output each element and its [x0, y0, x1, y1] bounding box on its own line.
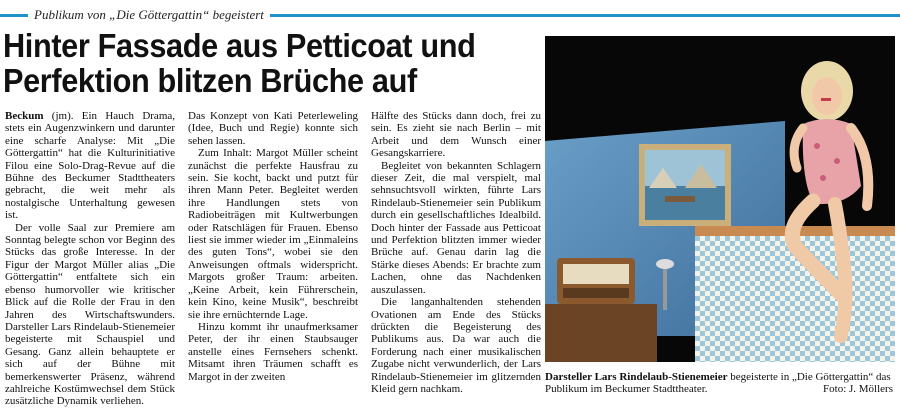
article-paragraph: Der volle Saal zur Premiere am Sonntag belegte schon vor Beginn des Stücks das große Interesse. In der Figur der Margot Müller alias „Die Göttergattin“ entfaltete sich ein ebenso humorvoller wie kritischer Blick auf die Rolle der Frau in den Jahren des Wirtschaftswunders. Darsteller Lars Rindelaub-Stienemeier begeisterte mit Schauspiel und Gesang. Ganz allein behauptete er sich auf der Bühne mit bemerkenswerter Präsenz, während zahlreiche Kostümwechsel dem Stück zusätzliche Dynamik verliehen.	[5, 221, 175, 408]
headline	[3, 28, 496, 98]
article-paragraph	[5, 110, 175, 222]
side-table	[545, 304, 657, 362]
article-paragraph-text: (jm). Ein Hauch Drama, stets ein Augenzwinkern und darunter eine scharfe Analyse: Mit „Die Göttergattin“ hat die Kulturinitiative Filou eine Solo-Drag-Revue auf die Bühne des Beckumer Stadttheaters gebracht, die weit mehr als nostalgische Unterhaltung gewesen ist.	[5, 110, 176, 222]
article-paragraph: Die langanhaltenden stehenden Ovationen am Ende des Stücks drückten die Begeisterung des Publikums aus. Da war auch die Forderung nach einer musikalischen Zugabe nicht verwunderlich, der Lars Rindelaub-Stienemeier im glitzernden Kleid gern nachkam.	[371, 296, 541, 395]
article-paragraph: Das Konzept von Kati Peterleweling (Idee, Buch und Regie) konnte sich sehen lassen.	[188, 110, 358, 147]
headline-line-2: Perfektion blitzen Brüche auf	[3, 62, 417, 99]
article-column-3	[371, 110, 541, 395]
stage-scene-illustration	[545, 36, 895, 362]
article-paragraph: Begleitet von bekannten Schlagern dieser Zeit, die mal verspielt, mal sehnsuchtsvoll wirkten, führte Lars Rindelaub-Stienemeier sein Publikum durch ein gesellschaftliches Idealbild. Doch hinter der Fassade aus Petticoat und Perfektion blitzten immer wieder Brüche auf. Genau darin lag die Stärke dieses Abends: Er brachte zum Lachen, ohne das Nachdenken auszulassen.	[371, 159, 541, 296]
article-photo	[545, 36, 895, 362]
painting	[639, 144, 731, 226]
dateline: Beckum	[5, 110, 44, 122]
caption-name: Darsteller Lars Rindelaub-Stienemeier	[545, 371, 728, 383]
radio	[557, 258, 635, 304]
article-column-2	[188, 110, 358, 383]
kicker: Publikum von „Die Göttergattin“ begeistert	[28, 5, 270, 25]
article-column-1	[5, 110, 175, 408]
caption-text: begeisterte in „Die Göttergattin“ das Publikum im Beckumer Stadttheater.	[545, 371, 891, 396]
photo-credit: Foto: J. Möllers	[823, 383, 893, 396]
headline-line-1: Hinter Fassade aus Petticoat und	[3, 27, 476, 64]
photo-caption	[545, 371, 895, 396]
article-paragraph: Hinzu kommt ihr unaufmerksamer Peter, der ihr einen Staubsauger anstelle eines Fernsehers schenkt. Mitsamt ihren Träumen schafft es Margot in der zweiten	[188, 320, 358, 383]
article-paragraph: Zum Inhalt: Margot Müller scheint zunächst die perfekte Hausfrau zu sein. Sie kocht, backt und putzt für ihren Mann Peter. Begleitet werden ihre Handlungen stets von Radiobeiträgen mit Kultwerbungen oder Ratschlägen für Frauen. Ebenso liest sie immer wieder im „Einmaleins des guten Tons“, wobei sie den Anweisungen oftmals widerspricht. Margots großer Traum: arbeiten. „Keine Arbeit, kein Führerschein, kein Kino, keine Musik“, beschreibt sie ihre ernüchternde Lage.	[188, 147, 358, 321]
article-paragraph: Hälfte des Stücks dann doch, frei zu sein. Es zieht sie nach Berlin – mit Arbeit und dem Wunsch einer Gesangskarriere.	[371, 110, 541, 160]
